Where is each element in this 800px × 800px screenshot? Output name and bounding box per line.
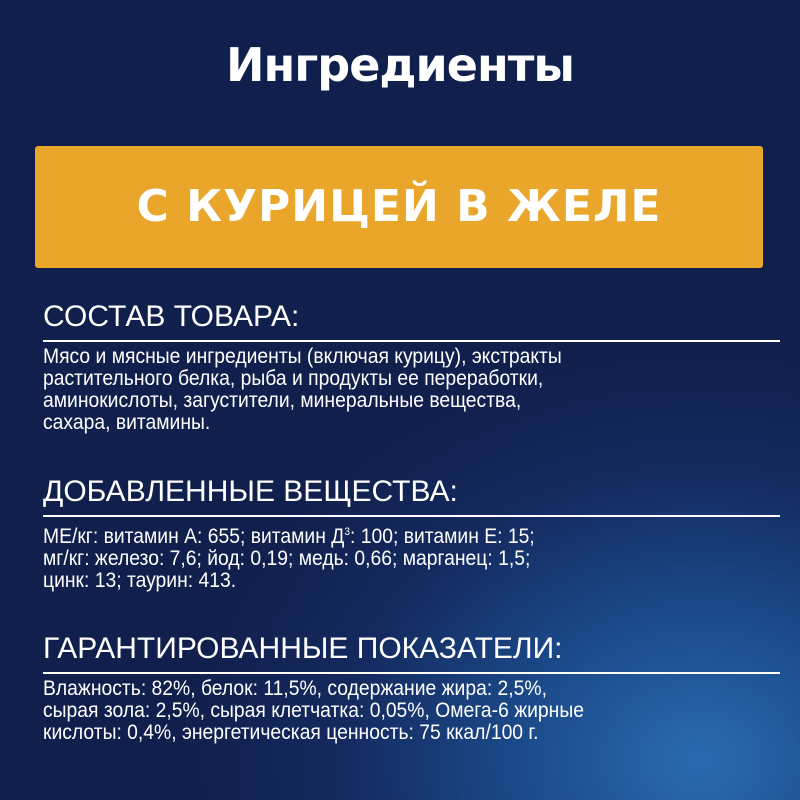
section-heading: ДОБАВЛЕННЫЕ ВЕЩЕСТВА: — [43, 475, 780, 517]
section-text: МЕ/кг: витамин А: 655; витамин $Д^3$: 100; витамин Е: 15; мг/кг: железо: 7,6; йод: 0,19; медь: 0,66; марганец: 1,5; цинк: 13; таурин: 413. — [43, 525, 535, 592]
section-heading: ГАРАНТИРОВАННЫЕ ПОКАЗАТЕЛИ: — [43, 632, 780, 674]
section-text: Мясо и мясные ингредиенты (включая курицу), экстракты растительного белка, рыба и продукты ее переработки, аминокислоты, загустители, минеральные вещества, сахара, витамины. — [43, 345, 562, 434]
guaranteed-section — [43, 632, 780, 744]
composition-section — [43, 300, 780, 434]
flavor-label: С КУРИЦЕЙ В ЖЕЛЕ — [136, 181, 662, 232]
flavor-banner — [35, 146, 763, 268]
page-title: Ингредиенты — [225, 38, 575, 92]
section-text: Влажность: 82%, белок: 11,5%, содержание жира: 2,5%, сырая зола: 2,5%, сырая клетчатка: 0,05%, Омега-6 жирные кислоты: 0,4%, энергетическая ценность: 75 ккал/100 г. — [43, 677, 584, 744]
section-heading: СОСТАВ ТОВАРА: — [43, 300, 780, 342]
additives-section — [43, 475, 780, 592]
